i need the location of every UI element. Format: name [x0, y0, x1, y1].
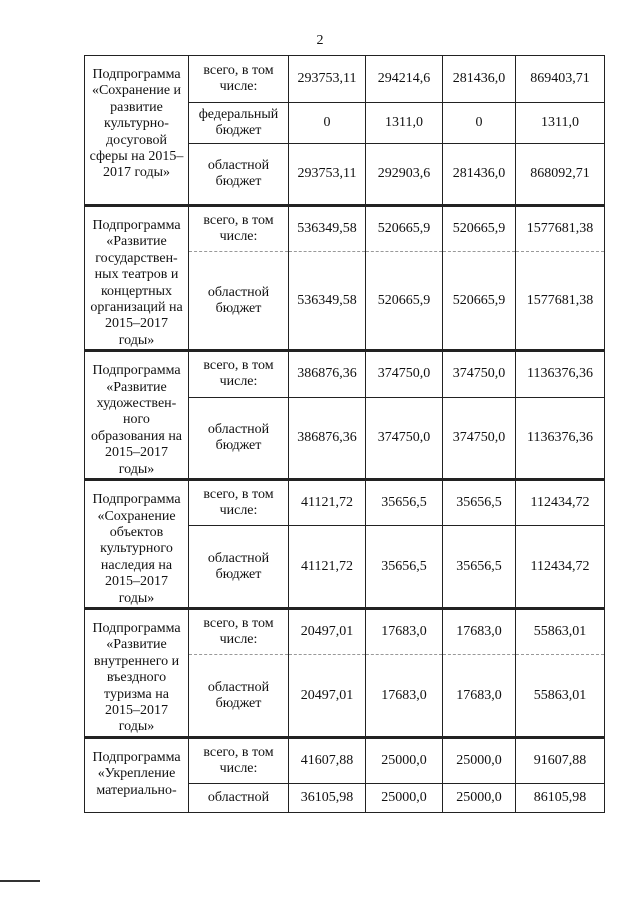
value-2017: 25000,0 [443, 783, 516, 812]
value-2016: 520665,9 [366, 206, 443, 252]
value-2017: 520665,9 [443, 252, 516, 351]
funding-source: областной бюджет [189, 397, 289, 480]
value-2017: 281436,0 [443, 56, 516, 103]
funding-source: областной бюджет [189, 252, 289, 351]
value-2015: 386876,36 [289, 351, 366, 397]
value-2017: 520665,9 [443, 206, 516, 252]
value-2015: 536349,58 [289, 252, 366, 351]
value-total: 55863,01 [516, 608, 605, 654]
funding-source: всего, в том числе: [189, 737, 289, 783]
value-2016: 25000,0 [366, 783, 443, 812]
table-row [85, 480, 605, 526]
value-total: 869403,71 [516, 56, 605, 103]
value-2016: 292903,6 [366, 144, 443, 206]
table-row [85, 206, 605, 252]
subprogram-name: Подпрограмма «Сохранение объектов культурного наследия на 2015–2017 годы» [85, 480, 189, 609]
value-2015: 20497,01 [289, 655, 366, 738]
subprogram-name: Подпрограмма «Укрепление материально- [85, 737, 189, 812]
subprogram-name: Подпрограмма «Развитие художествен-ного образования на 2015–2017 годы» [85, 351, 189, 480]
value-total: 86105,98 [516, 783, 605, 812]
value-total: 1577681,38 [516, 206, 605, 252]
budget-table [84, 55, 605, 813]
value-2016: 374750,0 [366, 351, 443, 397]
value-2017: 281436,0 [443, 144, 516, 206]
value-total: 1136376,36 [516, 397, 605, 480]
subprogram-name: Подпрограмма «Развитие государствен-ных театров и концертных организаций на 2015–2017 годы» [85, 206, 189, 351]
value-2016: 17683,0 [366, 608, 443, 654]
funding-source: областной [189, 783, 289, 812]
value-2015: 41121,72 [289, 526, 366, 609]
value-2017: 35656,5 [443, 480, 516, 526]
value-2015: 41121,72 [289, 480, 366, 526]
table-row [85, 56, 605, 103]
scan-artifact-line [0, 880, 40, 882]
page-number: 2 [316, 33, 324, 48]
value-2015: 0 [289, 103, 366, 144]
value-2015: 536349,58 [289, 206, 366, 252]
subprogram-name: Подпрограмма «Развитие внутреннего и въездного туризма на 2015–2017 годы» [85, 608, 189, 737]
value-total: 55863,01 [516, 655, 605, 738]
value-2016: 520665,9 [366, 252, 443, 351]
value-2015: 20497,01 [289, 608, 366, 654]
value-2016: 17683,0 [366, 655, 443, 738]
funding-source: всего, в том числе: [189, 608, 289, 654]
funding-source: всего, в том числе: [189, 351, 289, 397]
value-2017: 25000,0 [443, 737, 516, 783]
value-total: 91607,88 [516, 737, 605, 783]
value-2015: 41607,88 [289, 737, 366, 783]
table-row [85, 737, 605, 783]
value-2017: 374750,0 [443, 397, 516, 480]
table-row [85, 608, 605, 654]
funding-source: областной бюджет [189, 526, 289, 609]
subprogram-name: Подпрограмма «Сохранение и развитие культурно-досуговой сферы на 2015–2017 годы» [85, 56, 189, 206]
value-2016: 35656,5 [366, 526, 443, 609]
funding-source: областной бюджет [189, 144, 289, 206]
value-2015: 293753,11 [289, 144, 366, 206]
funding-source: всего, в том числе: [189, 480, 289, 526]
table-row [85, 351, 605, 397]
value-2016: 35656,5 [366, 480, 443, 526]
value-2017: 17683,0 [443, 608, 516, 654]
value-2017: 35656,5 [443, 526, 516, 609]
value-total: 112434,72 [516, 526, 605, 609]
value-2015: 293753,11 [289, 56, 366, 103]
value-2016: 1311,0 [366, 103, 443, 144]
funding-source: областной бюджет [189, 655, 289, 738]
value-2015: 386876,36 [289, 397, 366, 480]
value-2016: 25000,0 [366, 737, 443, 783]
value-total: 868092,71 [516, 144, 605, 206]
value-2017: 0 [443, 103, 516, 144]
funding-source: федеральный бюджет [189, 103, 289, 144]
value-total: 1311,0 [516, 103, 605, 144]
value-2017: 17683,0 [443, 655, 516, 738]
value-total: 1136376,36 [516, 351, 605, 397]
value-total: 1577681,38 [516, 252, 605, 351]
value-2015: 36105,98 [289, 783, 366, 812]
funding-source: всего, в том числе: [189, 206, 289, 252]
value-2016: 374750,0 [366, 397, 443, 480]
value-total: 112434,72 [516, 480, 605, 526]
funding-source: всего, в том числе: [189, 56, 289, 103]
value-2017: 374750,0 [443, 351, 516, 397]
value-2016: 294214,6 [366, 56, 443, 103]
